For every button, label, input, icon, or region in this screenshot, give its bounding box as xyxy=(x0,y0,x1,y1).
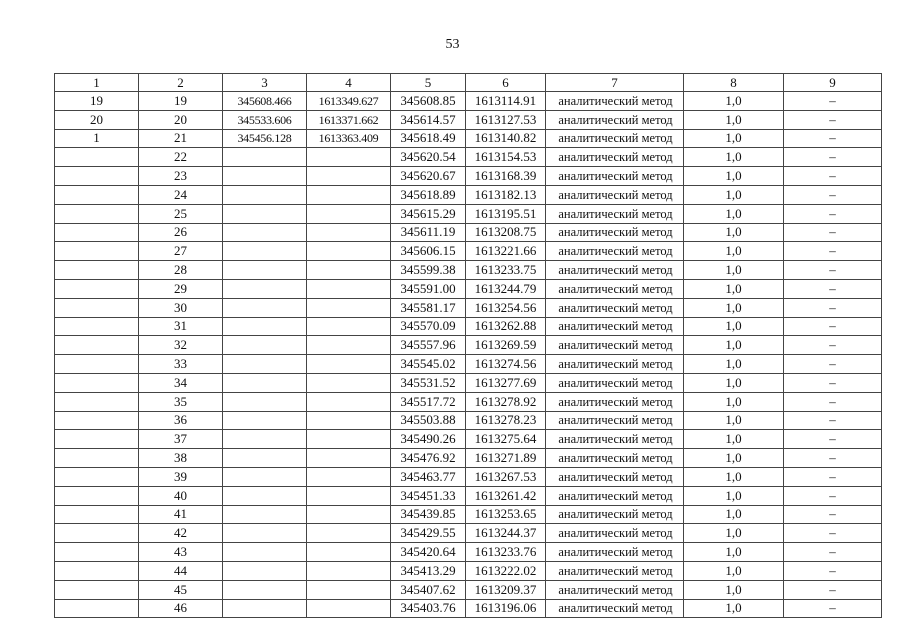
old-x-coordinate-cell xyxy=(223,261,307,280)
y-coordinate-cell: 1613244.79 xyxy=(466,279,546,298)
y-coordinate-cell: 1613209.37 xyxy=(466,580,546,599)
table-row xyxy=(55,298,882,317)
table-row xyxy=(55,167,882,186)
header-cell: 3 xyxy=(223,74,307,92)
point-number-cell: 34 xyxy=(139,373,223,392)
point-number-cell: 24 xyxy=(139,185,223,204)
note-cell: – xyxy=(784,543,882,562)
x-coordinate-cell: 345614.57 xyxy=(391,110,466,129)
method-cell: аналитический метод xyxy=(546,392,684,411)
old-y-coordinate-cell xyxy=(307,580,391,599)
table-row xyxy=(55,486,882,505)
point-number-cell: 38 xyxy=(139,449,223,468)
old-point-number-cell xyxy=(55,373,139,392)
x-coordinate-cell: 345429.55 xyxy=(391,524,466,543)
x-coordinate-cell: 345599.38 xyxy=(391,261,466,280)
note-cell: – xyxy=(784,129,882,148)
note-cell: – xyxy=(784,317,882,336)
method-cell: аналитический метод xyxy=(546,580,684,599)
table-row xyxy=(55,129,882,148)
accuracy-cell: 1,0 xyxy=(684,167,784,186)
x-coordinate-cell: 345403.76 xyxy=(391,599,466,618)
page-number: 53 xyxy=(445,37,460,52)
accuracy-cell: 1,0 xyxy=(684,148,784,167)
old-point-number-cell xyxy=(55,486,139,505)
note-cell: – xyxy=(784,279,882,298)
old-y-coordinate-cell xyxy=(307,148,391,167)
x-coordinate-cell: 345618.49 xyxy=(391,129,466,148)
point-number-cell: 30 xyxy=(139,298,223,317)
point-number-cell: 32 xyxy=(139,336,223,355)
x-coordinate-cell: 345531.52 xyxy=(391,373,466,392)
old-y-coordinate-cell: 1613371.662 xyxy=(307,110,391,129)
note-cell: – xyxy=(784,110,882,129)
table-row xyxy=(55,599,882,618)
method-cell: аналитический метод xyxy=(546,261,684,280)
header-row xyxy=(55,74,882,92)
point-number-cell: 26 xyxy=(139,223,223,242)
x-coordinate-cell: 345611.19 xyxy=(391,223,466,242)
point-number-cell: 35 xyxy=(139,392,223,411)
old-x-coordinate-cell xyxy=(223,505,307,524)
y-coordinate-cell: 1613261.42 xyxy=(466,486,546,505)
old-x-coordinate-cell xyxy=(223,392,307,411)
old-y-coordinate-cell xyxy=(307,449,391,468)
x-coordinate-cell: 345476.92 xyxy=(391,449,466,468)
method-cell: аналитический метод xyxy=(546,242,684,261)
old-y-coordinate-cell xyxy=(307,355,391,374)
old-x-coordinate-cell xyxy=(223,167,307,186)
point-number-cell: 25 xyxy=(139,204,223,223)
x-coordinate-cell: 345615.29 xyxy=(391,204,466,223)
note-cell: – xyxy=(784,467,882,486)
method-cell: аналитический метод xyxy=(546,430,684,449)
note-cell: – xyxy=(784,373,882,392)
note-cell: – xyxy=(784,599,882,618)
old-y-coordinate-cell xyxy=(307,204,391,223)
table-row xyxy=(55,430,882,449)
point-number-cell: 42 xyxy=(139,524,223,543)
note-cell: – xyxy=(784,261,882,280)
old-y-coordinate-cell xyxy=(307,543,391,562)
x-coordinate-cell: 345618.89 xyxy=(391,185,466,204)
y-coordinate-cell: 1613208.75 xyxy=(466,223,546,242)
accuracy-cell: 1,0 xyxy=(684,317,784,336)
old-x-coordinate-cell xyxy=(223,185,307,204)
point-number-cell: 31 xyxy=(139,317,223,336)
table-row xyxy=(55,392,882,411)
old-point-number-cell xyxy=(55,543,139,562)
old-point-number-cell xyxy=(55,279,139,298)
old-x-coordinate-cell xyxy=(223,223,307,242)
method-cell: аналитический метод xyxy=(546,411,684,430)
x-coordinate-cell: 345413.29 xyxy=(391,561,466,580)
point-number-cell: 21 xyxy=(139,129,223,148)
old-point-number-cell xyxy=(55,599,139,618)
point-number-cell: 39 xyxy=(139,467,223,486)
note-cell: – xyxy=(784,355,882,374)
old-y-coordinate-cell xyxy=(307,411,391,430)
header-cell: 6 xyxy=(466,74,546,92)
y-coordinate-cell: 1613278.23 xyxy=(466,411,546,430)
method-cell: аналитический метод xyxy=(546,373,684,392)
y-coordinate-cell: 1613221.66 xyxy=(466,242,546,261)
method-cell: аналитический метод xyxy=(546,279,684,298)
x-coordinate-cell: 345557.96 xyxy=(391,336,466,355)
old-y-coordinate-cell xyxy=(307,524,391,543)
table-body xyxy=(55,92,882,618)
note-cell: – xyxy=(784,561,882,580)
point-number-cell: 36 xyxy=(139,411,223,430)
note-cell: – xyxy=(784,204,882,223)
old-y-coordinate-cell: 1613363.409 xyxy=(307,129,391,148)
y-coordinate-cell: 1613244.37 xyxy=(466,524,546,543)
x-coordinate-cell: 345439.85 xyxy=(391,505,466,524)
old-x-coordinate-cell xyxy=(223,148,307,167)
old-y-coordinate-cell xyxy=(307,486,391,505)
table-row xyxy=(55,185,882,204)
table-row xyxy=(55,204,882,223)
y-coordinate-cell: 1613154.53 xyxy=(466,148,546,167)
old-y-coordinate-cell xyxy=(307,336,391,355)
x-coordinate-cell: 345407.62 xyxy=(391,580,466,599)
y-coordinate-cell: 1613275.64 xyxy=(466,430,546,449)
header-cell: 4 xyxy=(307,74,391,92)
note-cell: – xyxy=(784,92,882,111)
old-y-coordinate-cell xyxy=(307,317,391,336)
old-x-coordinate-cell xyxy=(223,355,307,374)
point-number-cell: 28 xyxy=(139,261,223,280)
y-coordinate-cell: 1613277.69 xyxy=(466,373,546,392)
accuracy-cell: 1,0 xyxy=(684,336,784,355)
accuracy-cell: 1,0 xyxy=(684,92,784,111)
point-number-cell: 44 xyxy=(139,561,223,580)
header-cell: 1 xyxy=(55,74,139,92)
point-number-cell: 40 xyxy=(139,486,223,505)
old-x-coordinate-cell xyxy=(223,561,307,580)
accuracy-cell: 1,0 xyxy=(684,223,784,242)
accuracy-cell: 1,0 xyxy=(684,411,784,430)
x-coordinate-cell: 345620.54 xyxy=(391,148,466,167)
table-row xyxy=(55,336,882,355)
old-x-coordinate-cell: 345456.128 xyxy=(223,129,307,148)
x-coordinate-cell: 345503.88 xyxy=(391,411,466,430)
note-cell: – xyxy=(784,449,882,468)
old-y-coordinate-cell xyxy=(307,467,391,486)
x-coordinate-cell: 345606.15 xyxy=(391,242,466,261)
old-point-number-cell xyxy=(55,580,139,599)
old-y-coordinate-cell xyxy=(307,261,391,280)
x-coordinate-cell: 345490.26 xyxy=(391,430,466,449)
old-point-number-cell xyxy=(55,242,139,261)
method-cell: аналитический метод xyxy=(546,317,684,336)
method-cell: аналитический метод xyxy=(546,92,684,111)
note-cell: – xyxy=(784,486,882,505)
method-cell: аналитический метод xyxy=(546,599,684,618)
old-point-number-cell: 20 xyxy=(55,110,139,129)
table-row xyxy=(55,524,882,543)
accuracy-cell: 1,0 xyxy=(684,129,784,148)
accuracy-cell: 1,0 xyxy=(684,279,784,298)
old-x-coordinate-cell xyxy=(223,279,307,298)
y-coordinate-cell: 1613271.89 xyxy=(466,449,546,468)
y-coordinate-cell: 1613233.75 xyxy=(466,261,546,280)
note-cell: – xyxy=(784,223,882,242)
old-x-coordinate-cell xyxy=(223,373,307,392)
y-coordinate-cell: 1613127.53 xyxy=(466,110,546,129)
method-cell: аналитический метод xyxy=(546,524,684,543)
y-coordinate-cell: 1613254.56 xyxy=(466,298,546,317)
old-x-coordinate-cell xyxy=(223,449,307,468)
accuracy-cell: 1,0 xyxy=(684,185,784,204)
old-point-number-cell xyxy=(55,449,139,468)
table-row xyxy=(55,110,882,129)
accuracy-cell: 1,0 xyxy=(684,298,784,317)
accuracy-cell: 1,0 xyxy=(684,580,784,599)
table-row xyxy=(55,505,882,524)
header-cell: 2 xyxy=(139,74,223,92)
y-coordinate-cell: 1613182.13 xyxy=(466,185,546,204)
point-number-cell: 33 xyxy=(139,355,223,374)
old-point-number-cell: 19 xyxy=(55,92,139,111)
accuracy-cell: 1,0 xyxy=(684,110,784,129)
note-cell: – xyxy=(784,392,882,411)
table-row xyxy=(55,223,882,242)
old-y-coordinate-cell xyxy=(307,599,391,618)
old-x-coordinate-cell xyxy=(223,336,307,355)
table-row xyxy=(55,561,882,580)
old-point-number-cell xyxy=(55,430,139,449)
old-x-coordinate-cell xyxy=(223,543,307,562)
header-cell: 7 xyxy=(546,74,684,92)
y-coordinate-cell: 1613196.06 xyxy=(466,599,546,618)
table-row xyxy=(55,543,882,562)
old-point-number-cell xyxy=(55,561,139,580)
old-point-number-cell xyxy=(55,167,139,186)
y-coordinate-cell: 1613253.65 xyxy=(466,505,546,524)
old-x-coordinate-cell: 345608.466 xyxy=(223,92,307,111)
table-row xyxy=(55,242,882,261)
old-y-coordinate-cell xyxy=(307,223,391,242)
point-number-cell: 27 xyxy=(139,242,223,261)
point-number-cell: 29 xyxy=(139,279,223,298)
method-cell: аналитический метод xyxy=(546,110,684,129)
accuracy-cell: 1,0 xyxy=(684,261,784,280)
point-number-cell: 23 xyxy=(139,167,223,186)
x-coordinate-cell: 345545.02 xyxy=(391,355,466,374)
old-y-coordinate-cell xyxy=(307,392,391,411)
accuracy-cell: 1,0 xyxy=(684,449,784,468)
point-number-cell: 37 xyxy=(139,430,223,449)
old-point-number-cell xyxy=(55,298,139,317)
method-cell: аналитический метод xyxy=(546,561,684,580)
y-coordinate-cell: 1613195.51 xyxy=(466,204,546,223)
x-coordinate-cell: 345570.09 xyxy=(391,317,466,336)
old-point-number-cell xyxy=(55,336,139,355)
y-coordinate-cell: 1613267.53 xyxy=(466,467,546,486)
table-row xyxy=(55,92,882,111)
note-cell: – xyxy=(784,580,882,599)
table-row xyxy=(55,279,882,298)
table-row xyxy=(55,467,882,486)
old-y-coordinate-cell xyxy=(307,185,391,204)
method-cell: аналитический метод xyxy=(546,467,684,486)
old-point-number-cell xyxy=(55,467,139,486)
header-cell: 9 xyxy=(784,74,882,92)
coordinates-table xyxy=(54,73,882,618)
table-row xyxy=(55,411,882,430)
accuracy-cell: 1,0 xyxy=(684,430,784,449)
accuracy-cell: 1,0 xyxy=(684,505,784,524)
x-coordinate-cell: 345608.85 xyxy=(391,92,466,111)
old-y-coordinate-cell xyxy=(307,298,391,317)
method-cell: аналитический метод xyxy=(546,449,684,468)
old-x-coordinate-cell xyxy=(223,411,307,430)
note-cell: – xyxy=(784,242,882,261)
x-coordinate-cell: 345581.17 xyxy=(391,298,466,317)
point-number-cell: 41 xyxy=(139,505,223,524)
old-x-coordinate-cell: 345533.606 xyxy=(223,110,307,129)
old-x-coordinate-cell xyxy=(223,486,307,505)
point-number-cell: 45 xyxy=(139,580,223,599)
old-point-number-cell xyxy=(55,148,139,167)
header-cell: 5 xyxy=(391,74,466,92)
y-coordinate-cell: 1613262.88 xyxy=(466,317,546,336)
x-coordinate-cell: 345463.77 xyxy=(391,467,466,486)
point-number-cell: 22 xyxy=(139,148,223,167)
x-coordinate-cell: 345451.33 xyxy=(391,486,466,505)
accuracy-cell: 1,0 xyxy=(684,355,784,374)
old-point-number-cell xyxy=(55,317,139,336)
accuracy-cell: 1,0 xyxy=(684,204,784,223)
y-coordinate-cell: 1613278.92 xyxy=(466,392,546,411)
old-y-coordinate-cell xyxy=(307,561,391,580)
note-cell: – xyxy=(784,148,882,167)
old-point-number-cell: 1 xyxy=(55,129,139,148)
x-coordinate-cell: 345620.67 xyxy=(391,167,466,186)
old-y-coordinate-cell xyxy=(307,279,391,298)
y-coordinate-cell: 1613114.91 xyxy=(466,92,546,111)
method-cell: аналитический метод xyxy=(546,204,684,223)
accuracy-cell: 1,0 xyxy=(684,242,784,261)
note-cell: – xyxy=(784,298,882,317)
old-point-number-cell xyxy=(55,355,139,374)
old-point-number-cell xyxy=(55,524,139,543)
old-y-coordinate-cell xyxy=(307,505,391,524)
old-point-number-cell xyxy=(55,185,139,204)
old-x-coordinate-cell xyxy=(223,204,307,223)
table-row xyxy=(55,317,882,336)
method-cell: аналитический метод xyxy=(546,185,684,204)
accuracy-cell: 1,0 xyxy=(684,486,784,505)
y-coordinate-cell: 1613274.56 xyxy=(466,355,546,374)
old-y-coordinate-cell xyxy=(307,430,391,449)
old-point-number-cell xyxy=(55,392,139,411)
note-cell: – xyxy=(784,524,882,543)
accuracy-cell: 1,0 xyxy=(684,599,784,618)
accuracy-cell: 1,0 xyxy=(684,373,784,392)
note-cell: – xyxy=(784,185,882,204)
old-x-coordinate-cell xyxy=(223,580,307,599)
old-point-number-cell xyxy=(55,223,139,242)
old-point-number-cell xyxy=(55,204,139,223)
method-cell: аналитический метод xyxy=(546,486,684,505)
accuracy-cell: 1,0 xyxy=(684,467,784,486)
note-cell: – xyxy=(784,167,882,186)
y-coordinate-cell: 1613168.39 xyxy=(466,167,546,186)
point-number-cell: 46 xyxy=(139,599,223,618)
method-cell: аналитический метод xyxy=(546,167,684,186)
point-number-cell: 43 xyxy=(139,543,223,562)
old-point-number-cell xyxy=(55,505,139,524)
old-y-coordinate-cell xyxy=(307,373,391,392)
accuracy-cell: 1,0 xyxy=(684,392,784,411)
old-x-coordinate-cell xyxy=(223,242,307,261)
y-coordinate-cell: 1613222.02 xyxy=(466,561,546,580)
y-coordinate-cell: 1613233.76 xyxy=(466,543,546,562)
note-cell: – xyxy=(784,430,882,449)
table-row xyxy=(55,148,882,167)
x-coordinate-cell: 345420.64 xyxy=(391,543,466,562)
accuracy-cell: 1,0 xyxy=(684,543,784,562)
old-x-coordinate-cell xyxy=(223,467,307,486)
point-number-cell: 19 xyxy=(139,92,223,111)
note-cell: – xyxy=(784,336,882,355)
header-cell: 8 xyxy=(684,74,784,92)
method-cell: аналитический метод xyxy=(546,355,684,374)
old-x-coordinate-cell xyxy=(223,599,307,618)
old-x-coordinate-cell xyxy=(223,524,307,543)
old-y-coordinate-cell xyxy=(307,167,391,186)
method-cell: аналитический метод xyxy=(546,223,684,242)
old-x-coordinate-cell xyxy=(223,317,307,336)
accuracy-cell: 1,0 xyxy=(684,561,784,580)
y-coordinate-cell: 1613140.82 xyxy=(466,129,546,148)
method-cell: аналитический метод xyxy=(546,129,684,148)
old-point-number-cell xyxy=(55,411,139,430)
point-number-cell: 20 xyxy=(139,110,223,129)
method-cell: аналитический метод xyxy=(546,543,684,562)
table-row xyxy=(55,373,882,392)
old-y-coordinate-cell xyxy=(307,242,391,261)
x-coordinate-cell: 345591.00 xyxy=(391,279,466,298)
y-coordinate-cell: 1613269.59 xyxy=(466,336,546,355)
method-cell: аналитический метод xyxy=(546,298,684,317)
note-cell: – xyxy=(784,505,882,524)
method-cell: аналитический метод xyxy=(546,148,684,167)
old-x-coordinate-cell xyxy=(223,430,307,449)
old-x-coordinate-cell xyxy=(223,298,307,317)
old-point-number-cell xyxy=(55,261,139,280)
method-cell: аналитический метод xyxy=(546,336,684,355)
old-y-coordinate-cell: 1613349.627 xyxy=(307,92,391,111)
method-cell: аналитический метод xyxy=(546,505,684,524)
table-row xyxy=(55,355,882,374)
table-row xyxy=(55,449,882,468)
note-cell: – xyxy=(784,411,882,430)
table-row xyxy=(55,261,882,280)
x-coordinate-cell: 345517.72 xyxy=(391,392,466,411)
table-row xyxy=(55,580,882,599)
accuracy-cell: 1,0 xyxy=(684,524,784,543)
